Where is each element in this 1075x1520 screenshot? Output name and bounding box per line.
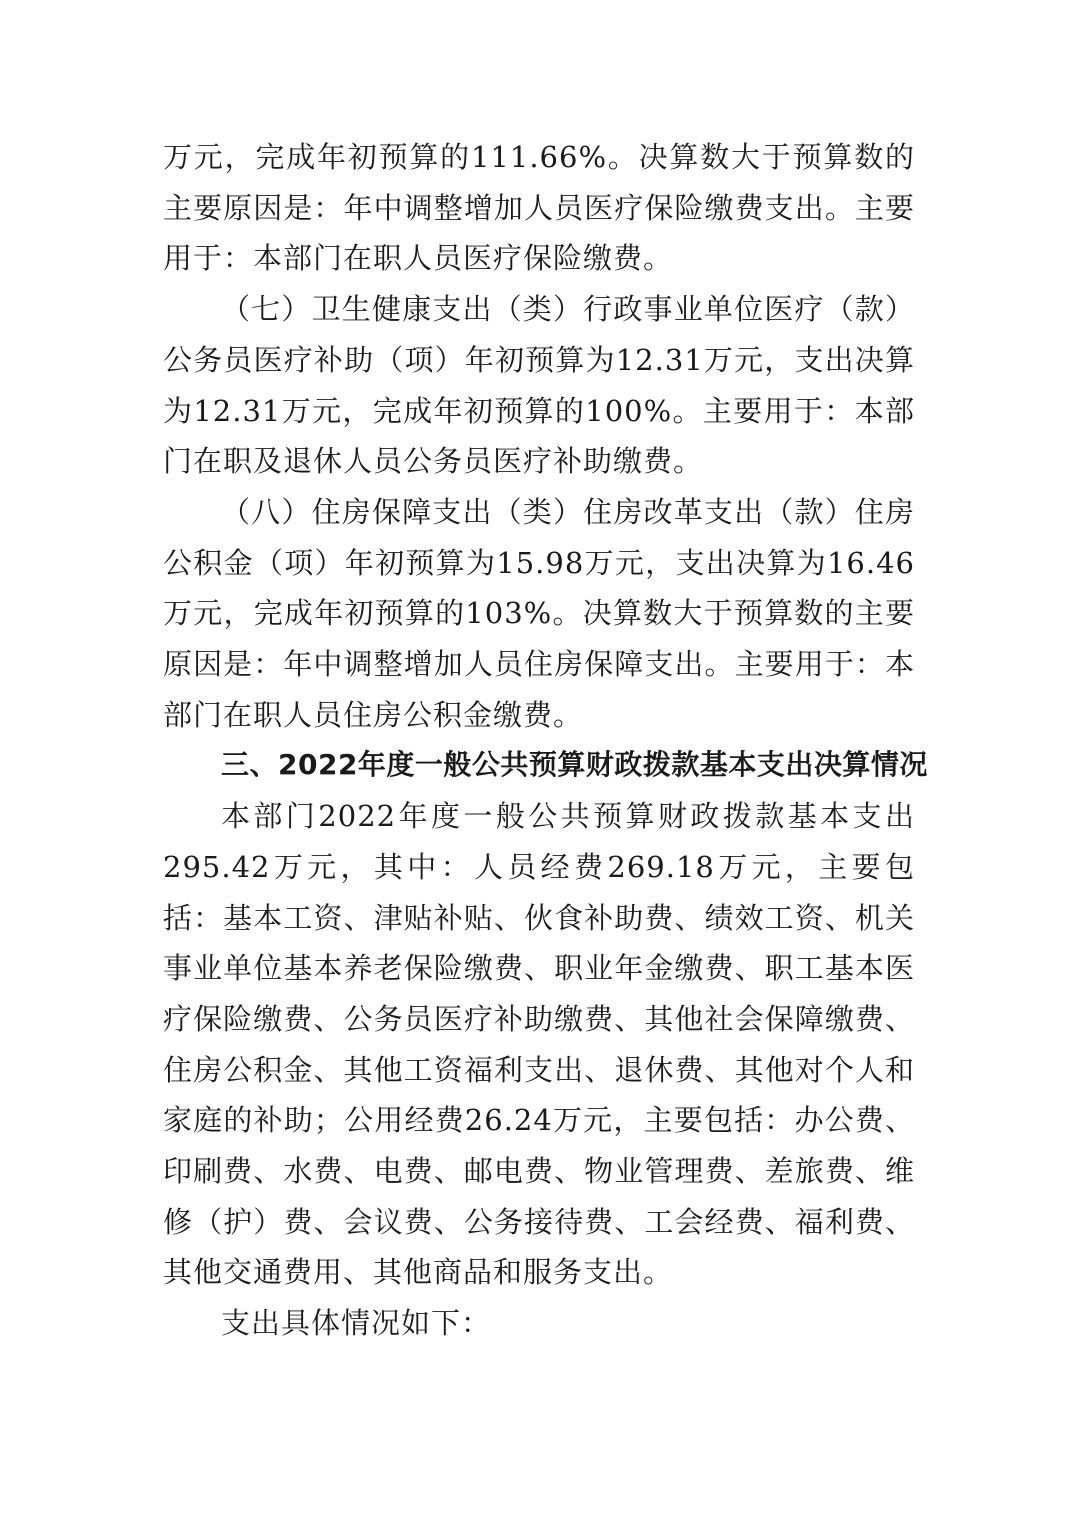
document-body <box>163 132 928 1349</box>
paragraph-medical-insurance-continued: 万元，完成年初预算的111.66%。决算数大于预算数的主要原因是：年中调整增加人员医疗保险缴费支出。主要用于：本部门在职人员医疗保险缴费。 <box>163 140 915 276</box>
paragraph-item-8-housing-provident-fund: （八）住房保障支出（类）住房改革支出（款）住房公积金（项）年初预算为15.98万元，支出决算为16.46万元，完成年初预算的103%。决算数大于预算数的主要原因是：年中调整增加人员住房保障支出。主要用于：本部门在职人员住房公积金缴费。 <box>163 494 915 732</box>
paragraph-basic-expenditure-breakdown: 本部门2022年度一般公共预算财政拨款基本支出295.42万元，其中：人员经费269.18万元，主要包括：基本工资、津贴补贴、伙食补助费、绩效工资、机关事业单位基本养老保险缴费、职业年金缴费、职工基本医疗保险缴费、公务员医疗补助缴费、其他社会保障缴费、住房公积金、其他工资福利支出、退休费、其他对个人和家庭的补助；公用经费26.24万元，主要包括：办公费、印刷费、水费、电费、邮电费、物业管理费、差旅费、维修（护）费、会议费、公务接待费、工会经费、福利费、其他交通费用、其他商品和服务支出。 <box>163 799 915 1290</box>
paragraph-details-intro: 支出具体情况如下： <box>221 1306 492 1341</box>
section-heading-basic-expenditure: 三、2022年度一般公共预算财政拨款基本支出决算情况 <box>221 748 928 782</box>
paragraph-item-7-civil-servant-medical-subsidy: （七）卫生健康支出（类）行政事业单位医疗（款）公务员医疗补助（项）年初预算为12.31万元，支出决算为12.31万元，完成年初预算的100%。主要用于：本部门在职及退休人员公务员医疗补助缴费。 <box>163 292 915 479</box>
